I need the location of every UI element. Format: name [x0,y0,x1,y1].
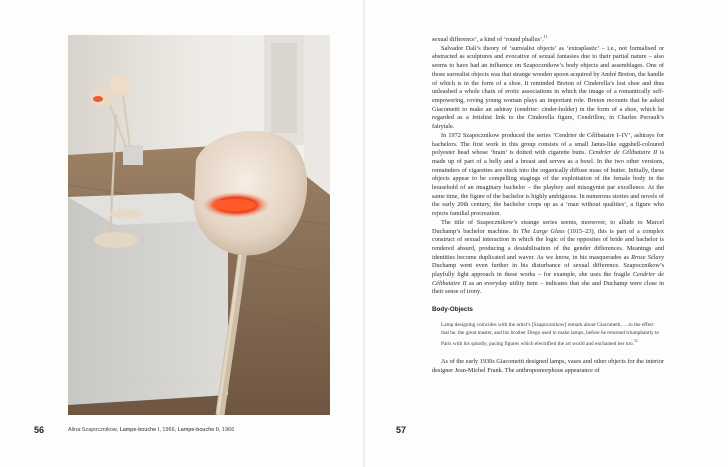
block-quote [441,321,660,348]
photo-caption [68,427,234,433]
paragraph-4-e: Duchamp went even further in his disturbance of sexual difference. Szapocznikow’s playfully light approach in these works – for example, she uses the fragile [432,262,664,279]
footnote-ref-11: 11 [543,34,548,39]
caption-title-1: Lampe-bouche I [119,427,160,433]
paragraph-3 [432,132,664,219]
paragraph-3-c: is made up of part of a belly and a breast and serves as a bowl. In the two other versions, remainders of cigarettes are stuck into the organically diffuse mass of butter. Initially, these objects appear to be compelling stagings of the exploitation of the female body in the household of an imaginary bachelor – the playboy and misogynist par excellence. At the same time, the figure of the bachelor is highly ambiguous. In numerous stories and novels of the early 20th century, the bachelor crops up as a ‘man without qualities’, a figure who rejects familial procreation. [432,149,665,218]
paragraph-1-text: sexual difference’, a kind of ‘round phallus’. [432,36,544,44]
paragraph-5: As of the early 1930s Giacometti designed lamps, vases and other objects for the interior designer Jean-Michel Frank. The anthropomorphous appearance of [432,357,664,374]
page-number-right: 57 [396,425,407,435]
paragraph-2: Salvador Dalí’s theory of ‘surrealist objects’ as ‘extraplastic’ – i.e., not formalised or abstracted as sculptures and evocative of sexual fantasies due to their partial nature – also seems to have had an influence on Szapocznikow’s body objects and assemblages. One of those surrealist objects was that strange wooden spoon acquired by André Breton, the handle of which is in the form of a shoe. It reminded Breton of Cinderella’s lost shoe and thus unleashed a whole chain of erotic associations in which the image of a romantically self-empowering, roving young woman plays an important role. Breton recounts that he asked Giacometti to make an ashtray (cendrier: cinder-holder) in the form of a shoe, which he regarded as a fetishist link to the Cinderella figure, Cendrillon, in Charles Perrault’s fairytale. [432,44,664,131]
sculpture-photo [68,35,330,415]
paragraph-3-a: In 1972 Szapocznikow produced the series ‘Cendrier de Célibataire I–IV’, ashtrays for bachelors. The first work in this group consists of a small Janus-like eggshell-coloured polyester head whose ‘brain’ is dotted with cigarette butts. [432,131,664,157]
paragraph-4-italic-1: The Large Glass [520,227,565,235]
footnote-ref-12: 12 [633,339,638,344]
paragraph-4-g: as an everyday utility item – indicates that she and Duchamp were close in their sense of irony. [432,279,665,296]
book-gutter [363,0,365,467]
section-heading: Body-Objects [432,306,473,314]
caption-artist: Alina Szapocznikow, [68,427,119,433]
paragraph-3-italic: Cendrier de Célibataire II [588,149,658,157]
paragraph-4-italic-3: Cendrier de Célibataire II [432,271,665,287]
caption-year-1: , 1966, [159,427,177,433]
page-number-left: 56 [34,425,45,435]
paragraph-4-a: The title of Szapocznikow’s strange series seems, moreover, to allude to Marcel Duchamp’s bachelor machine. In [432,218,664,235]
paragraph-4 [432,219,664,297]
block-quote-text: Lamp designing coincides with the artist’s [Szapocznikow] remark about Giacometti, …to the effect that he, the great master, and his brother Diego used to make lamps, before he returned triumphantly to Paris with his spindly, pacing figures which electrified the art world and enchanted her too. [441,322,660,347]
caption-year-2: , 1966 [218,427,235,433]
sculpture-photo-icon [68,35,330,415]
paragraph-4-c: (1915–23), this is part of a complex construct of sexual interaction in which the logic of the opposites of bride and bachelor is rendered absurd, producing a destabilisation of the gender differences. Meanings and identities become duplicated and waver. As we know, in his masquerades as [432,227,664,261]
caption-title-2: Lampe-bouche II [177,427,219,433]
paragraph-4-italic-2: Rrose Sélavy [631,253,665,261]
paragraph-1 [432,33,664,45]
text-column [432,33,664,375]
